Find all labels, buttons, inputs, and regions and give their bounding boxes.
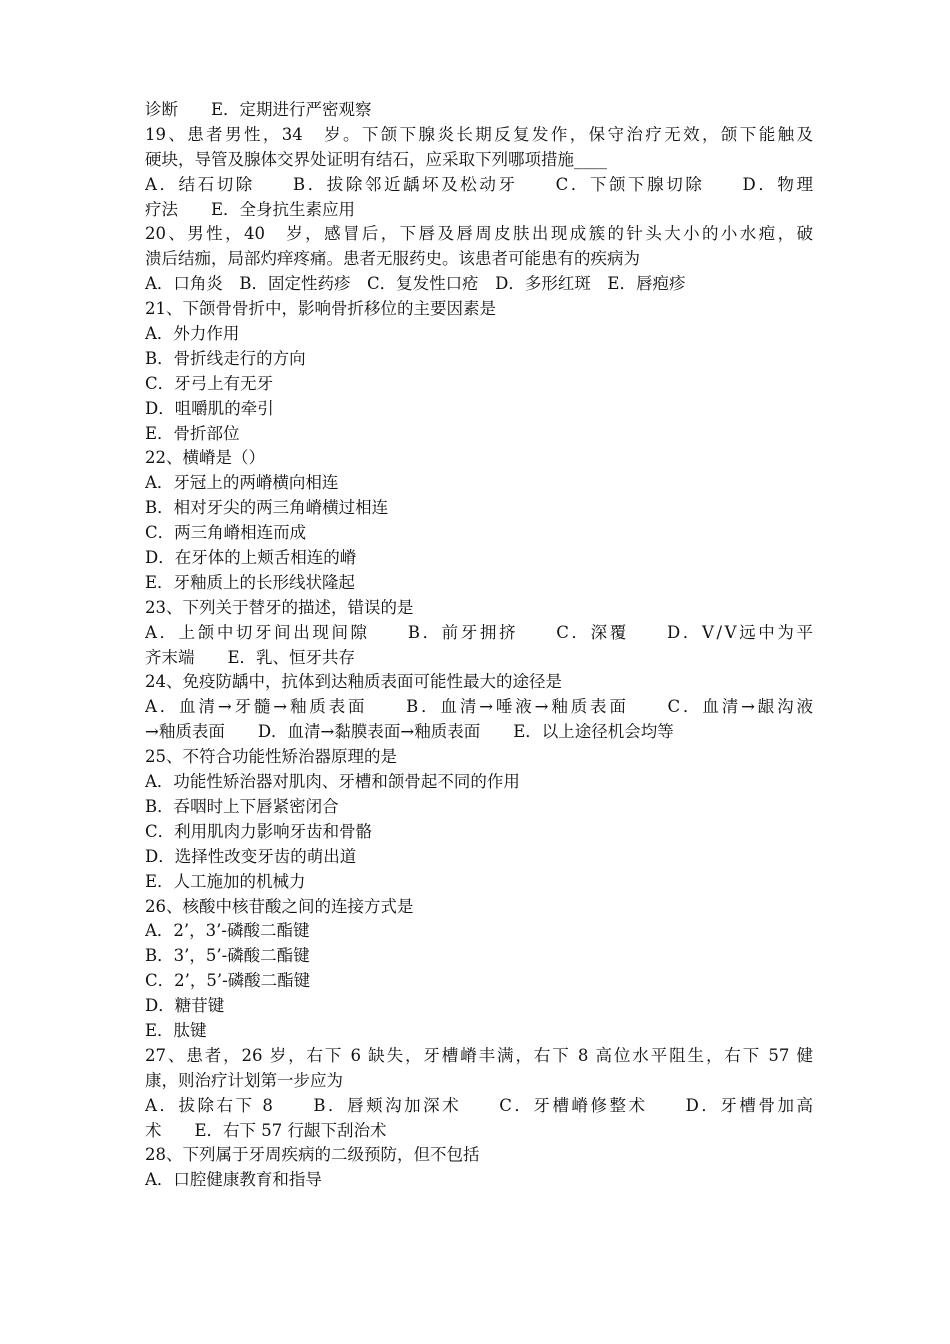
text-line: A．口角炎 B．固定性药疹 C．复发性口疮 D．多形红斑 E．唇疱疹 <box>145 274 686 294</box>
text-line: A．拔除右下 8 B．唇颊沟加深术 C．牙槽嵴修整术 D．牙槽骨加高 <box>145 1095 813 1115</box>
text-line: A．2’，3’-磷酸二酯键 <box>145 921 310 941</box>
text-line: 20、男性，40 岁，感冒后，下唇及唇周皮肤出现成簇的针头大小的小水疱，破 <box>145 224 813 244</box>
text-line: B．相对牙尖的两三角嵴横过相连 <box>145 498 389 518</box>
text-line: A．血清→牙髓→釉质表面 B．血清→唾液→釉质表面 C．血清→龈沟液 <box>145 697 813 717</box>
text-line: B．3’，5’-磷酸二酯键 <box>145 946 310 966</box>
text-line: 康，则治疗计划第一步应为 <box>145 1070 343 1090</box>
text-line: 21、下颌骨骨折中，影响骨折移位的主要因素是 <box>145 299 496 319</box>
text-line: 19、患者男性，34 岁。下颌下腺炎长期反复发作，保守治疗无效，颌下能触及 <box>145 124 813 144</box>
text-line: C．利用肌肉力影响牙齿和骨骼 <box>145 821 373 841</box>
text-line: A．结石切除 B．拔除邻近龋坏及松动牙 C．下颌下腺切除 D．物理 <box>145 174 813 194</box>
text-line: A．外力作用 <box>145 324 240 344</box>
text-line: D．在牙体的上颊舌相连的嵴 <box>145 548 357 568</box>
text-line: A．上颌中切牙间出现间隙 B．前牙拥挤 C．深覆 D．Ⅴ/Ⅴ远中为平 <box>145 622 813 642</box>
text-line: 25、不符合功能性矫治器原理的是 <box>145 747 397 767</box>
text-line: E．人工施加的机械力 <box>145 871 306 891</box>
text-line: 术 E．右下 57 行龈下刮治术 <box>145 1120 387 1140</box>
text-line: D．咀嚼肌的牵引 <box>145 398 274 418</box>
text-line: B．骨折线走行的方向 <box>145 348 306 368</box>
text-line: A．牙冠上的两嵴横向相连 <box>145 473 339 493</box>
text-line: 23、下列关于替牙的描述，错误的是 <box>145 597 414 617</box>
text-line: D．选择性改变牙齿的萌出道 <box>145 846 357 866</box>
text-line: A．口腔健康教育和指导 <box>145 1170 322 1190</box>
text-line: 硬块，导管及腺体交界处证明有结石，应采取下列哪项措施____ <box>145 149 607 169</box>
text-line: A．功能性矫治器对肌肉、牙槽和颌骨起不同的作用 <box>145 772 520 792</box>
text-line: 26、核酸中核苷酸之间的连接方式是 <box>145 896 414 916</box>
text-line: 溃后结痂，局部灼痒疼痛。患者无服药史。该患者可能患有的疾病为 <box>145 249 640 269</box>
text-line: C．两三角嵴相连而成 <box>145 523 307 543</box>
text-line: 28、下列属于牙周疾病的二级预防，但不包括 <box>145 1145 480 1165</box>
text-line: 27、患者，26 岁，右下 6 缺失，牙槽嵴丰满，右下 8 高位水平阻生，右下 57 健 <box>145 1045 813 1065</box>
text-line: →釉质表面 D．血清→黏膜表面→釉质表面 E．以上途径机会均等 <box>145 722 674 742</box>
text-line: C．牙弓上有无牙 <box>145 373 274 393</box>
text-line: E．骨折部位 <box>145 423 240 443</box>
text-line: 齐末端 E．乳、恒牙共存 <box>145 647 356 667</box>
text-line: C．2’，5’-磷酸二酯键 <box>145 971 311 991</box>
text-line: 疗法 E．全身抗生素应用 <box>145 199 356 219</box>
text-line: E．牙釉质上的长形线状隆起 <box>145 572 356 592</box>
text-line: 24、免疫防龋中，抗体到达釉质表面可能性最大的途径是 <box>145 672 562 692</box>
document-page <box>145 98 813 1193</box>
text-line: 22、横嵴是（） <box>145 448 265 468</box>
text-line: B．吞咽时上下唇紧密闭合 <box>145 796 339 816</box>
text-line: D．糖苷键 <box>145 996 225 1016</box>
text-line: 诊断 E．定期进行严密观察 <box>145 100 372 119</box>
text-line: E．肽键 <box>145 1020 207 1040</box>
